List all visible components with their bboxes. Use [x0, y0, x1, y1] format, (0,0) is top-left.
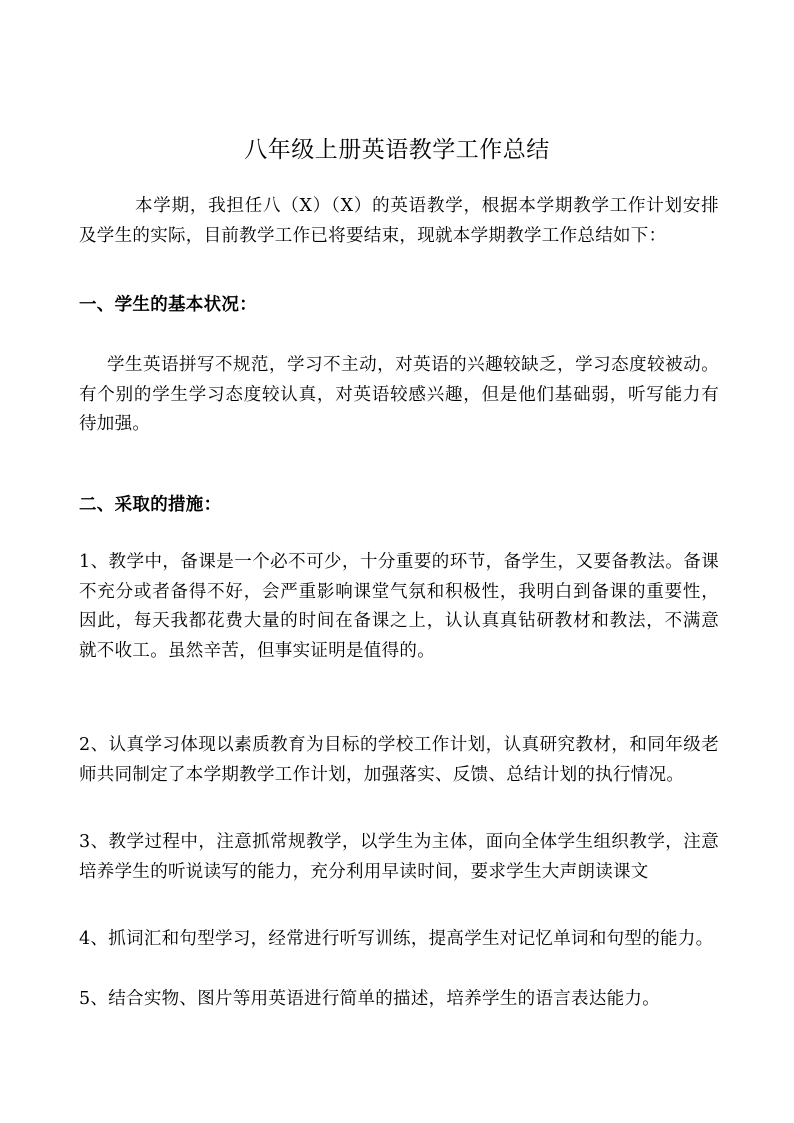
measure-item-5: 5、结合实物、图片等用英语进行简单的描述，培养学生的语言表达能力。 [79, 989, 661, 1009]
measure-item-3: 3、教学过程中，注意抓常规教学，以学生为主体，面向全体学生组织教学，注意培养学生的听说读写的能力，充分利用早读时间，要求学生大声朗读课文 [79, 832, 719, 882]
intro-paragraph: 本学期，我担任八（X）（X）的英语教学，根据本学期教学工作计划安排及学生的实际，目前教学工作已将要结束，现就本学期教学工作总结如下： [79, 196, 719, 246]
measure-item-1: 1、教学中，备课是一个必不可少，十分重要的环节，备学生，又要备教法。备课不充分或者备得不好，会严重影响课堂气氛和积极性，我明白到备课的重要性，因此，每天我都花费大量的时间在备课之上，认认真真钻研教材和教法，不满意就不收工。虽然辛苦，但事实证明是值得的。 [79, 552, 719, 661]
measure-item-4: 4、抓词汇和句型学习，经常进行听写训练，提高学生对记忆单词和句型的能力。 [79, 929, 714, 949]
section-heading-measures: 二、采取的措施： [79, 495, 222, 515]
student-status-paragraph: 学生英语拼写不规范，学习不主动，对英语的兴趣较缺乏，学习态度较被动。有个别的学生学习态度较认真，对英语较感兴趣，但是他们基础弱，听写能力有待加强。 [79, 355, 719, 434]
section-heading-student-status: 一、学生的基本状况： [79, 295, 257, 315]
measure-item-2: 2、认真学习体现以素质教育为目标的学校工作计划，认真研究教材，和同年级老师共同制定了本学期教学工作计划，加强落实、反馈、总结计划的执行情况。 [79, 735, 719, 785]
document-title: 八年级上册英语教学工作总结 [244, 137, 550, 163]
